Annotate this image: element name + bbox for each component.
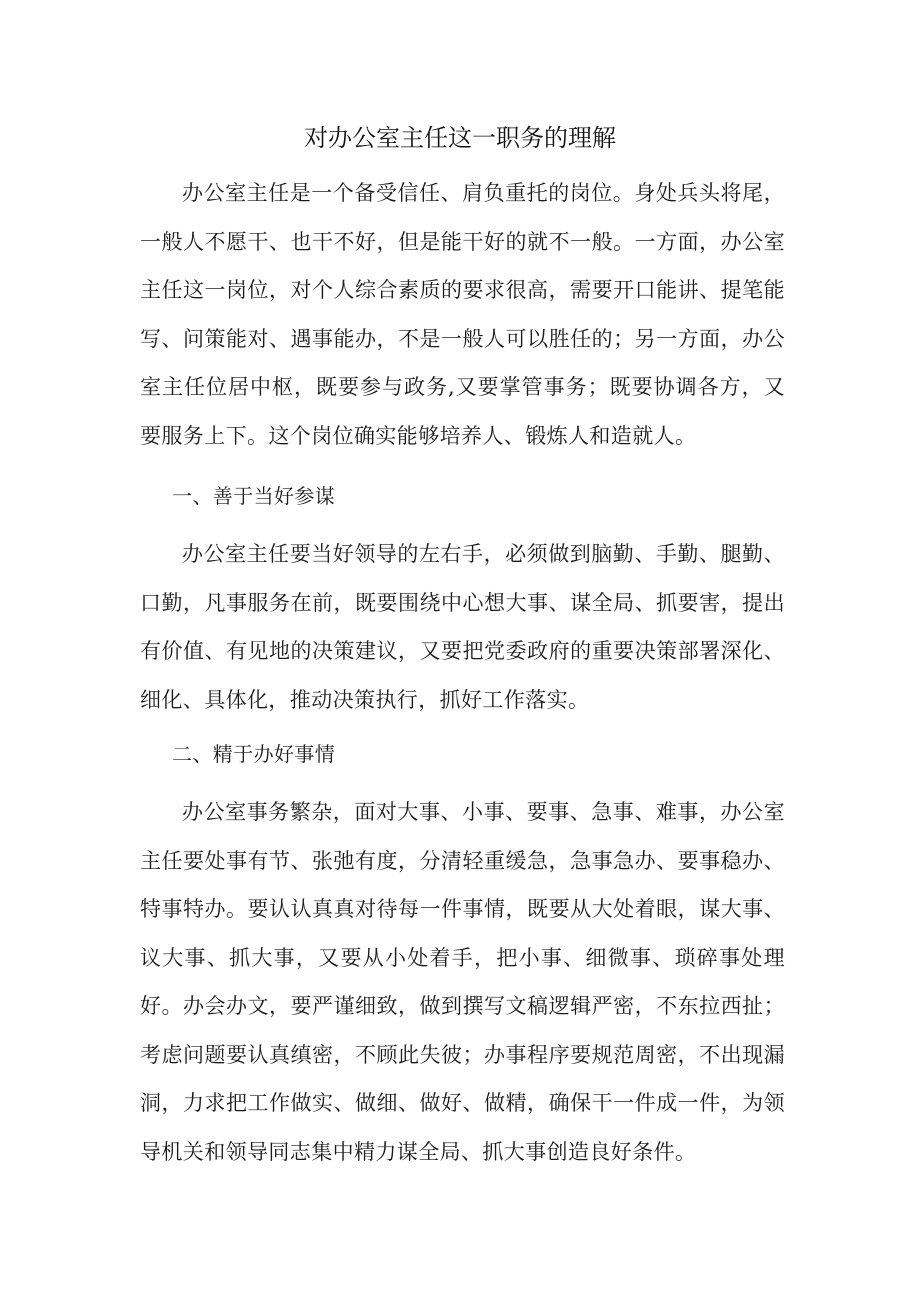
section-heading-1: 一、善于当好参谋 xyxy=(172,484,336,508)
section-1-paragraph: 办公室主任要当好领导的左右手，必须做到脑勤、手勤、腿勤、口勤，凡事服务在前，既要围绕中心想大事、谋全局、抓要害，提出有价值、有见地的决策建议，又要把党委政府的重要决策部署深化、细化、具体化，推动决策执行，抓好工作落实。 xyxy=(140,542,785,712)
section-heading-2: 二、精于办好事情 xyxy=(172,742,336,766)
intro-paragraph: 办公室主任是一个备受信任、肩负重托的岗位。身处兵头将尾，一般人不愿干、也干不好，但是能干好的就不一般。一方面，办公室主任这一岗位，对个人综合素质的要求很高，需要开口能讲、提笔能写、问策能对、遇事能办，不是一般人可以胜任的；另一方面，办公室主任位居中枢，既要参与政务,又要掌管事务；既要协调各方，又要服务上下。这个岗位确实能够培养人、锻炼人和造就人。 xyxy=(140,181,785,448)
section-2-paragraph: 办公室事务繁杂，面对大事、小事、要事、急事、难事，办公室主任要处事有节、张弛有度，分清轻重缓急，急事急办、要事稳办、特事特办。要认认真真对待每一件事情，既要从大处着眼，谋大事、议大事、抓大事，又要从小处着手，把小事、细微事、琐碎事处理好。办会办文，要严谨细致，做到撰写文稿逻辑严密，不东拉西扯；考虑问题要认真缜密，不顾此失彼；办事程序要规范周密，不出现漏洞，力求把工作做实、做细、做好、做精，确保干一件成一件，为领导机关和领导同志集中精力谋全局、抓大事创造良好条件。 xyxy=(140,800,785,1164)
document-title: 对办公室主任这一职务的理解 xyxy=(304,124,616,152)
